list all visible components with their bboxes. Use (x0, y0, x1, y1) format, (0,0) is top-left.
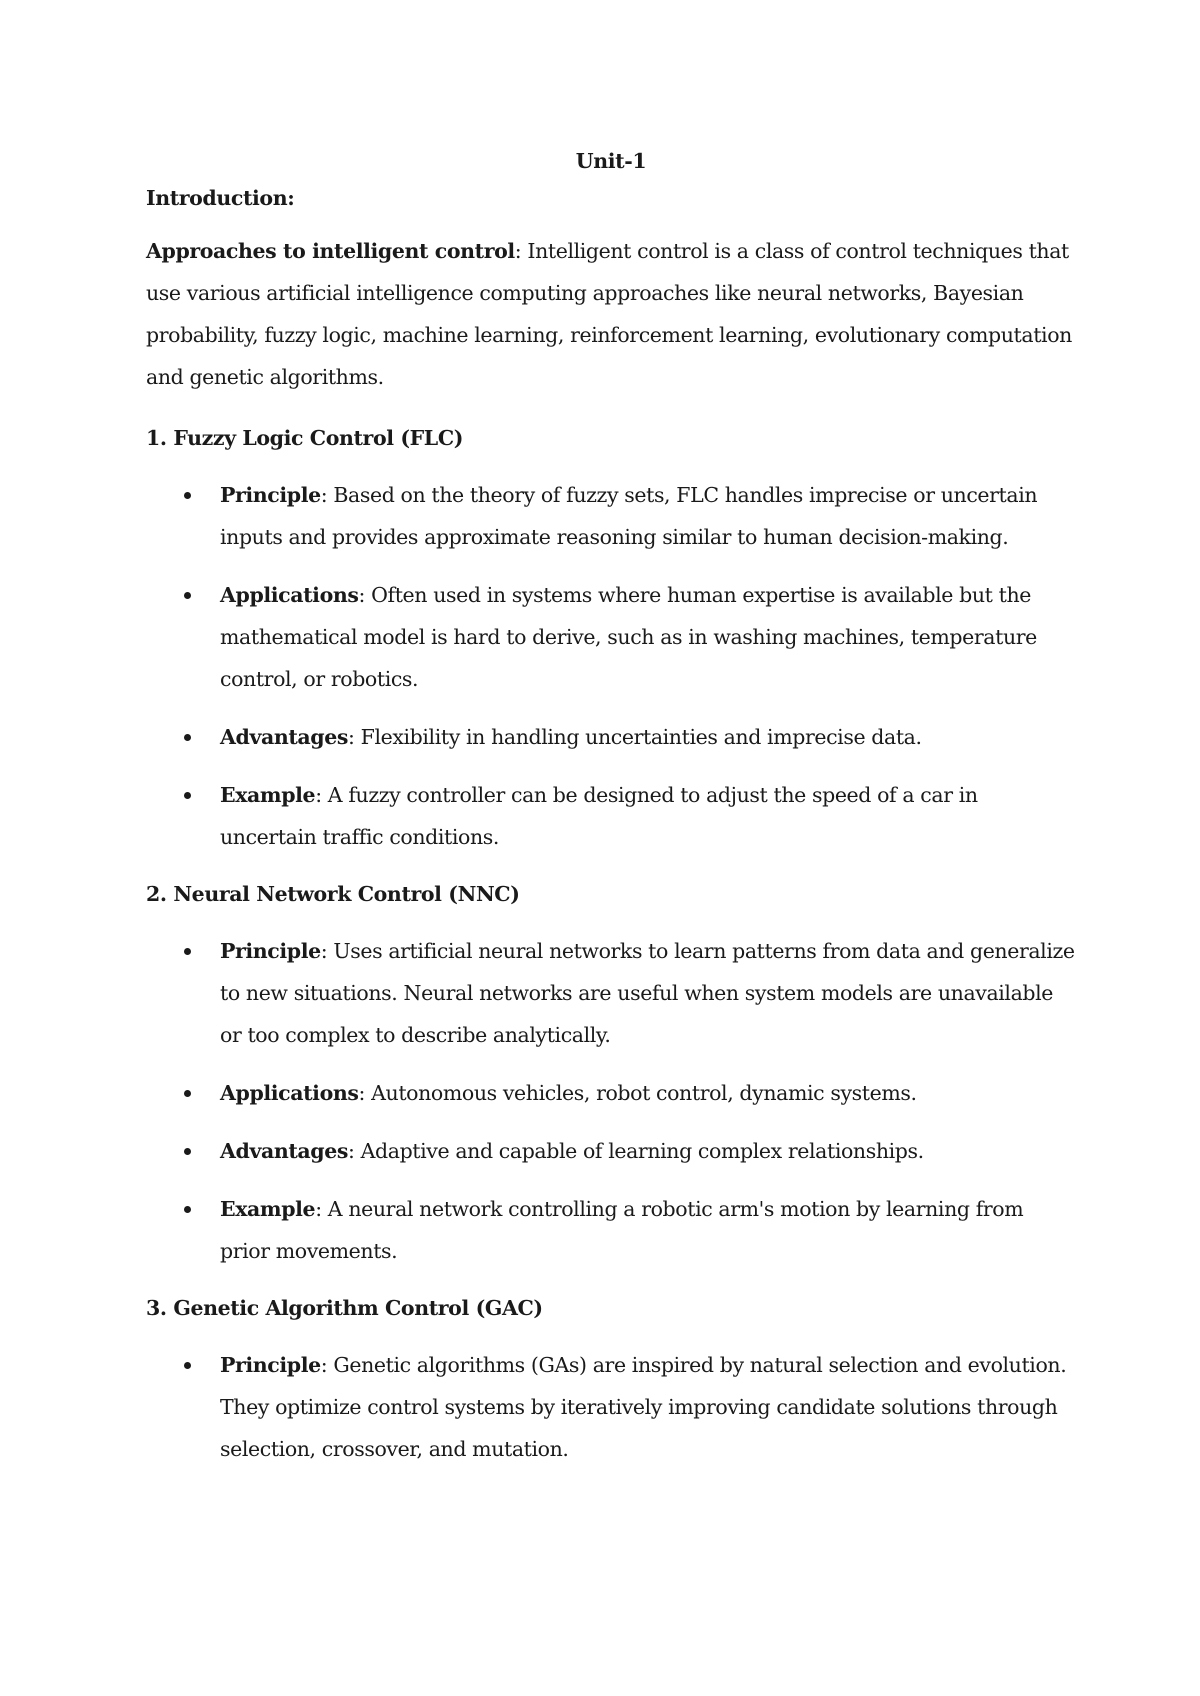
list-item (146, 474, 1076, 558)
bullet-icon (184, 792, 191, 799)
item-text: : A neural network controlling a robotic arm's motion by learning from prior movements. (220, 1197, 1024, 1263)
bullet-icon (184, 1148, 191, 1155)
approaches-term: Approaches to intelligent control (146, 239, 515, 263)
item-term: Principle (220, 939, 321, 963)
list-item (146, 1130, 1076, 1172)
section-heading-nnc: 2. Neural Network Control (NNC) (146, 882, 520, 906)
item-text: : Often used in systems where human expertise is available but the mathematical model is hard to derive, such as in washing machines, temperature control, or robotics. (220, 583, 1037, 691)
introduction-heading: Introduction: (146, 186, 295, 210)
list-item (146, 716, 1076, 758)
bullet-icon (184, 734, 191, 741)
list-item (146, 1344, 1076, 1470)
list-item (146, 574, 1076, 700)
document-body (146, 146, 1076, 1486)
section-heading-gac: 3. Genetic Algorithm Control (GAC) (146, 1296, 543, 1320)
approaches-text: : Intelligent control is a class of control techniques that use various artificial intelligence computing approaches like neural networks, Bayesian probability, fuzzy logic, machine learning, reinforcement learning, evolutionary computation and genetic algorithms. (146, 239, 1072, 389)
list-item (146, 774, 1076, 858)
list-item (146, 1072, 1076, 1114)
bullet-icon (184, 1206, 191, 1213)
section-list-gac (146, 1344, 1076, 1470)
item-term: Principle (220, 483, 321, 507)
approaches-paragraph (146, 230, 1076, 398)
item-term: Example (220, 1197, 316, 1221)
section-heading-flc: 1. Fuzzy Logic Control (FLC) (146, 426, 464, 450)
bullet-icon (184, 1090, 191, 1097)
bullet-icon (184, 948, 191, 955)
bullet-icon (184, 1362, 191, 1369)
item-text: : Flexibility in handling uncertainties and imprecise data. (348, 725, 922, 749)
item-text: : Based on the theory of fuzzy sets, FLC handles imprecise or uncertain inputs and provides approximate reasoning similar to human decision-making. (220, 483, 1038, 549)
bullet-icon (184, 592, 191, 599)
item-term: Applications (220, 1081, 359, 1105)
item-term: Advantages (220, 725, 349, 749)
item-text: : Uses artificial neural networks to learn patterns from data and generalize to new situations. Neural networks are useful when system models are unavailable or too complex to describe analytically. (220, 939, 1075, 1047)
unit-title: Unit-1 (575, 149, 647, 173)
item-text: : Adaptive and capable of learning complex relationships. (348, 1139, 924, 1163)
list-item (146, 930, 1076, 1056)
item-text: : A fuzzy controller can be designed to adjust the speed of a car in uncertain traffic conditions. (220, 783, 978, 849)
item-text: : Autonomous vehicles, robot control, dynamic systems. (358, 1081, 917, 1105)
item-term: Applications (220, 583, 359, 607)
bullet-icon (184, 492, 191, 499)
item-text: : Genetic algorithms (GAs) are inspired by natural selection and evolution. They optimize control systems by iteratively improving candidate solutions through selection, crossover, and mutation. (220, 1353, 1067, 1461)
list-item (146, 1188, 1076, 1272)
item-term: Principle (220, 1353, 321, 1377)
item-term: Advantages (220, 1139, 349, 1163)
item-term: Example (220, 783, 316, 807)
section-list-flc (146, 474, 1076, 858)
section-list-nnc (146, 930, 1076, 1272)
